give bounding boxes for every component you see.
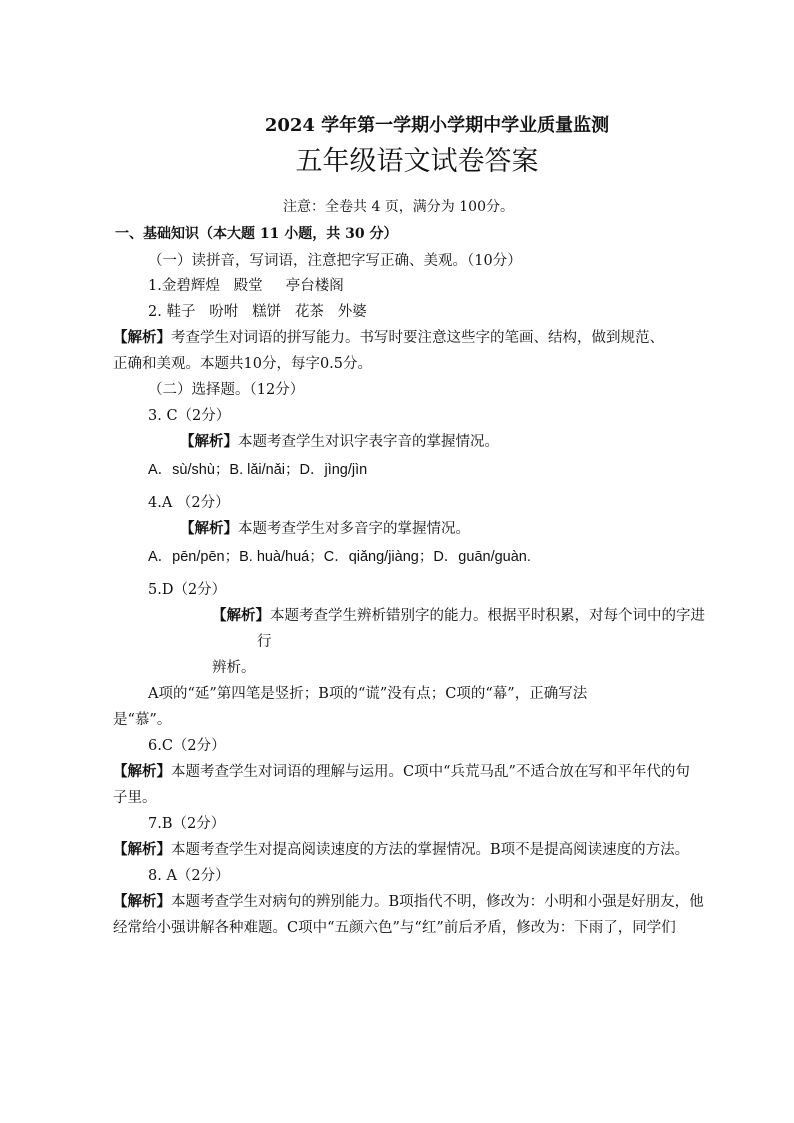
analysis-tag: 【解析】 [113,841,171,858]
answer-line-1: 1.金碧辉煌 殿堂 亭台楼阁 [148,278,344,294]
analysis-tag: 【解析】 [180,433,238,450]
analysis-text: 本题考查学生对识字表字音的掌握情况。 [238,434,499,450]
q5-detail: A项的“延”第四笔是竖折；B项的“谎”没有点；C项的“幕”，正确写法 [148,686,588,702]
q8-answer: 8. A（2分） [148,868,230,884]
analysis-tag: 【解析】 [113,893,171,910]
part1-heading: （一）读拼音，写词语，注意把字写正确、美观。（10分） [148,253,522,269]
q5-analysis-wrap: 行 [257,634,272,650]
analysis-tag: 【解析】 [113,763,171,780]
part1-analysis-cont: 正确和美观。本题共10分，每字0.5分。 [113,356,373,372]
analysis-tag: 【解析】 [113,329,171,346]
analysis-text: 本题考查学生辨析错别字的能力。根据平时积累，对每个词中的字进 [270,608,705,624]
q4-analysis [180,519,470,539]
q7-answer: 7.B（2分） [148,816,226,832]
analysis-tag: 【解析】 [180,520,238,537]
answer-line-2: 2. 鞋子 吩咐 糕饼 花茶 外婆 [148,304,367,320]
analysis-text: 本题考查学生对词语的理解与运用。C项中“兵荒马乱”不适合放在写和平年代的句 [171,764,690,780]
q7-analysis [113,840,689,860]
q4-options: A．pēn/pēn；B. huà/huá；C．qiǎng/jiàng；D．guān/guàn. [148,549,531,565]
q5-analysis [212,606,705,626]
q6-answer: 6.C（2分） [148,738,226,754]
q3-answer: 3. C（2分） [148,408,231,424]
analysis-text: 本题考查学生对病句的辨别能力。B项指代不明，修改为：小明和小强是好朋友，他 [171,894,704,910]
part1-analysis [113,328,664,348]
q3-analysis [180,432,499,452]
q5-answer: 5.D（2分） [148,582,227,598]
q5-analysis-end: 辨析。 [212,660,256,676]
q4-answer: 4.A （2分） [148,495,230,511]
answer-key-title: 五年级语文试卷答案 [295,146,539,177]
q8-analysis [113,892,704,912]
q5-detail-cont: 是“慕”。 [113,712,172,728]
exam-title: 2024 学年第一学期小学期中学业质量监测 [264,115,610,136]
exam-note: 注意：全卷共 4 页，满分为 100分。 [283,199,514,215]
q6-analysis-cont: 子里。 [113,790,157,806]
analysis-text: 考查学生对词语的拼写能力。书写时要注意这些字的笔画、结构，做到规范、 [171,330,664,346]
analysis-text: 本题考查学生对多音字的掌握情况。 [238,521,470,537]
q3-options: A．sù/shù；B. lǎi/nǎi；D．jìng/jìn [148,462,368,478]
section-heading: 一、基础知识（本大题 11 小题，共 30 分） [115,226,398,242]
analysis-text: 本题考查学生对提高阅读速度的方法的掌握情况。B项不是提高阅读速度的方法。 [171,842,690,858]
q6-analysis [113,762,690,782]
analysis-tag: 【解析】 [212,607,270,624]
q8-analysis-cont: 经常给小强讲解各种难题。C项中“五颜六色”与“红”前后矛盾，修改为：下雨了，同学们 [113,920,676,936]
part2-heading: （二）选择题。（12分） [148,382,305,398]
